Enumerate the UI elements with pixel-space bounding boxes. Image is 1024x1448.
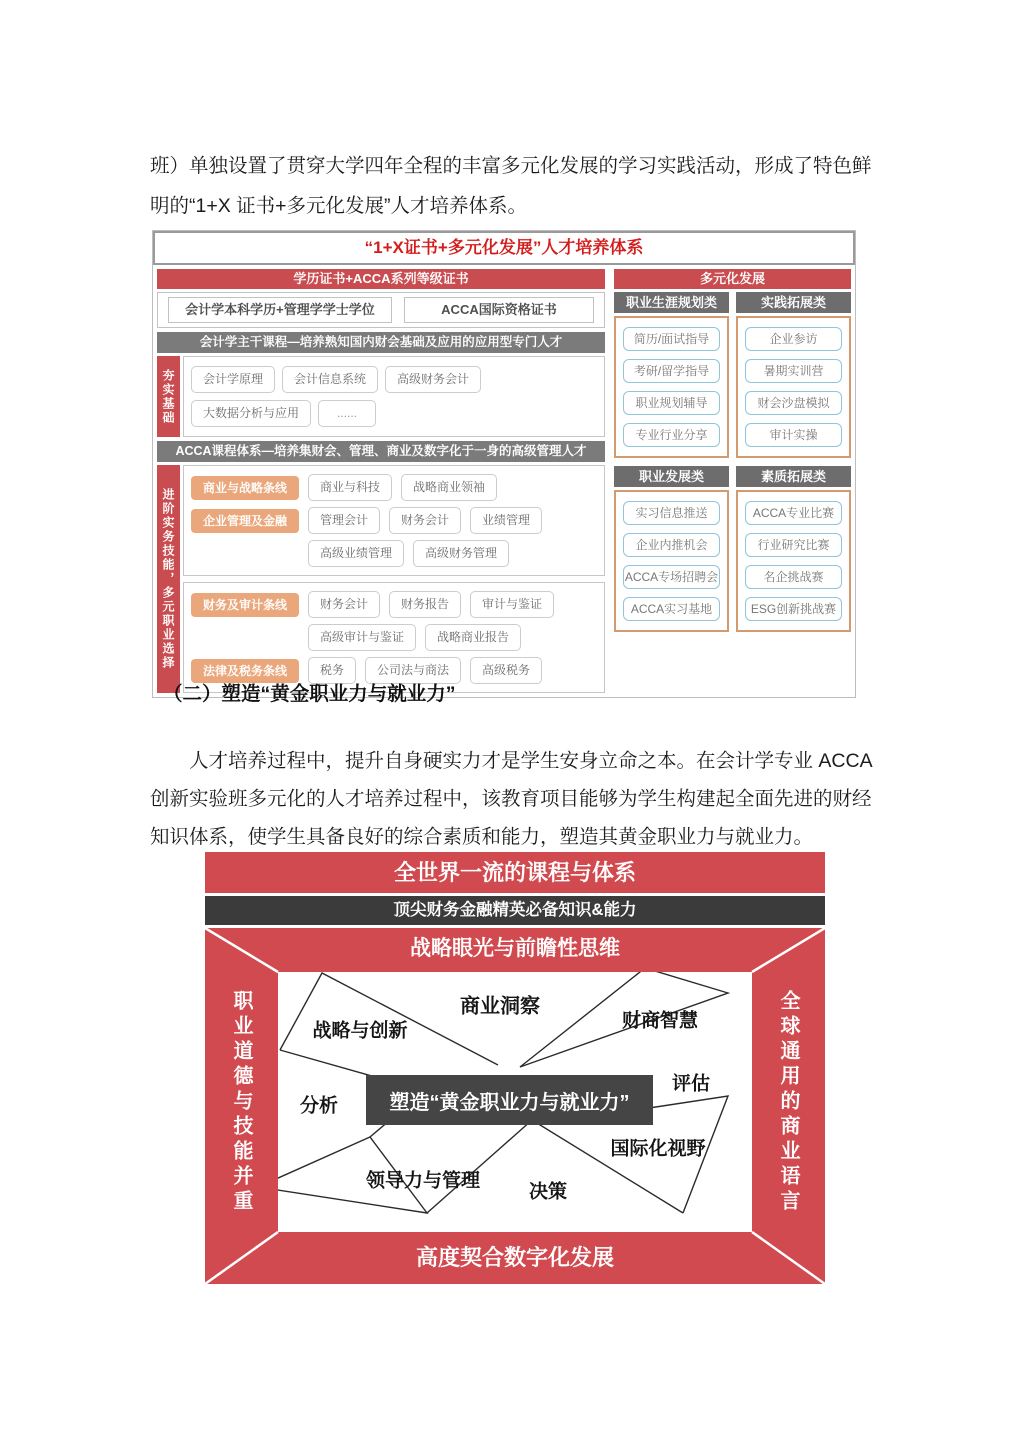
diagram1-title: “1+X证书+多元化发展”人才培养体系: [153, 231, 855, 265]
capability-label: 战略与创新: [312, 1020, 408, 1042]
category-item: 财会沙盘模拟: [745, 391, 842, 415]
category-item: 暑期实训营: [745, 359, 842, 383]
course-box: 公司法与商法: [365, 657, 461, 684]
diagram1-right-column: [614, 269, 851, 693]
category-item: 职业规划辅导: [623, 391, 720, 415]
category-header: 素质拓展类: [736, 466, 851, 487]
diagram2-frame: [205, 928, 825, 1284]
center-slogan-box: 塑造“黄金职业力与就业力”: [366, 1075, 653, 1125]
track-group-audit-law: [183, 582, 605, 693]
course-box: 财务会计: [389, 507, 461, 534]
category-header: 职业生涯规划类: [614, 292, 729, 313]
acca-course-header: ACCA课程体系—培养集财会、管理、商业及数字化于一身的高级管理人才: [157, 441, 605, 462]
track-row: [191, 591, 597, 618]
diagram1-columns: [153, 265, 855, 697]
course-box: 会计信息系统: [282, 366, 378, 393]
category-item: ESG创新挑战赛: [745, 597, 842, 621]
category-item: ACCA专业比赛: [745, 501, 842, 525]
course-box: 财务报告: [389, 591, 461, 618]
course-box: 高级审计与鉴证: [308, 624, 416, 651]
category-practice: [736, 292, 851, 458]
diversified-header: 多元化发展: [614, 269, 851, 289]
course-box: 大数据分析与应用: [191, 400, 311, 427]
category-item: ACCA实习基地: [623, 597, 720, 621]
category-item: 企业参访: [745, 327, 842, 351]
course-box: 审计与鉴证: [470, 591, 554, 618]
capability-label: 领导力与管理: [365, 1170, 481, 1192]
capability-label: 财商智慧: [621, 1010, 699, 1032]
frame-top-label: 战略眼光与前瞻性思维: [410, 937, 620, 960]
category-header: 职业发展类: [614, 466, 729, 487]
capability-label: 商业洞察: [460, 995, 540, 1018]
category-grid: [614, 292, 851, 632]
frame-right-label: 全球通用的商业语言: [777, 989, 799, 1215]
track-tag: 企业管理及金融: [191, 509, 299, 533]
section-heading: （二）塑造“黄金职业力与就业力”: [163, 683, 456, 705]
frame-bottom-label: 高度契合数字化发展: [415, 1245, 614, 1270]
track-tag: 法律及税务条线: [191, 659, 299, 683]
certificate-box: 会计学本科学历+管理学学士学位: [168, 297, 392, 323]
course-box: 高级财务管理: [413, 540, 509, 567]
course-box: 商业与科技: [308, 474, 392, 501]
diagram2-inner-area: [278, 972, 752, 1232]
category-career-development: [614, 466, 729, 632]
frame-left-label: 职业道德与技能并重: [230, 989, 252, 1215]
category-item: 企业内推机会: [623, 533, 720, 557]
course-box: 战略商业报告: [425, 624, 521, 651]
course-box: 战略商业领袖: [401, 474, 497, 501]
category-item: 名企挑战赛: [745, 565, 842, 589]
category-item: 考研/留学指导: [623, 359, 720, 383]
intro-paragraph: 班）单独设置了贯穿大学四年全程的丰富多元化发展的学习实践活动，形成了特色鲜明的“1+X 证书+多元化发展”人才培养体系。: [150, 154, 872, 217]
track-row: [191, 507, 597, 534]
track-tag: 商业与战略条线: [191, 476, 299, 500]
track-row: [191, 624, 597, 651]
track-group-business: [183, 465, 605, 576]
diagram2-title: 全世界一流的课程与体系: [205, 852, 825, 893]
category-box: [614, 316, 729, 458]
course-box: 高级税务: [470, 657, 542, 684]
course-box-ellipsis: ......: [318, 400, 376, 427]
capability-label: 国际化视野: [610, 1138, 706, 1160]
advanced-vertical-label: 进阶实务技能，多元职业选择: [157, 465, 180, 693]
category-item: 审计实操: [745, 423, 842, 447]
category-item: 简历/面试指导: [623, 327, 720, 351]
body-paragraph: 人才培养过程中，提升自身硬实力才是学生安身立命之本。在会计学专业 ACCA 创新实验班多元化的人才培养过程中，该教育项目能够为学生构建起全面先进的财经知识体系，使学生具备良好的综合素质和能力，塑造其黄金职业力与就业力。: [150, 749, 872, 848]
course-box: 会计学原理: [191, 366, 275, 393]
capability-label: 分析: [299, 1095, 339, 1117]
golden-career-diagram: [205, 852, 825, 1284]
certificates-row: [157, 292, 605, 328]
course-box: 高级业绩管理: [308, 540, 404, 567]
foundation-section: [157, 356, 605, 437]
advanced-section: [157, 465, 605, 693]
foundation-content: [183, 356, 605, 437]
certificate-box: ACCA国际资格证书: [404, 297, 594, 323]
category-item: 专业行业分享: [623, 423, 720, 447]
category-quality: [736, 466, 851, 632]
category-item: 实习信息推送: [623, 501, 720, 525]
category-item: 行业研究比赛: [745, 533, 842, 557]
diagram2-subtitle: 顶尖财务金融精英必备知识&能力: [205, 896, 825, 925]
category-career-planning: [614, 292, 729, 458]
track-row: [191, 540, 597, 567]
diagram1-left-column: [157, 269, 605, 693]
category-header: 实践拓展类: [736, 292, 851, 313]
foundation-course-list: [183, 356, 605, 437]
capability-label: 决策: [528, 1181, 568, 1203]
track-row: [191, 474, 597, 501]
course-box: 高级财务会计: [385, 366, 481, 393]
category-box: [736, 490, 851, 632]
talent-system-diagram: [152, 230, 856, 698]
category-box: [736, 316, 851, 458]
advanced-content: [183, 465, 605, 693]
certificates-header: 学历证书+ACCA系列等级证书: [157, 269, 605, 289]
course-box: 财务会计: [308, 591, 380, 618]
category-box: [614, 490, 729, 632]
category-item: ACCA专场招聘会: [623, 565, 720, 589]
main-course-header: 会计学主干课程—培养熟知国内财会基础及应用的应用型专门人才: [157, 332, 605, 353]
capability-label: 评估: [671, 1073, 711, 1095]
track-tag: 财务及审计条线: [191, 593, 299, 617]
track-tag-spacer: [191, 542, 299, 566]
track-tag-spacer: [191, 626, 299, 650]
course-box: 业绩管理: [470, 507, 542, 534]
course-box: 管理会计: [308, 507, 380, 534]
course-box: 税务: [308, 657, 356, 684]
foundation-vertical-label: 夯实基础: [157, 356, 180, 437]
